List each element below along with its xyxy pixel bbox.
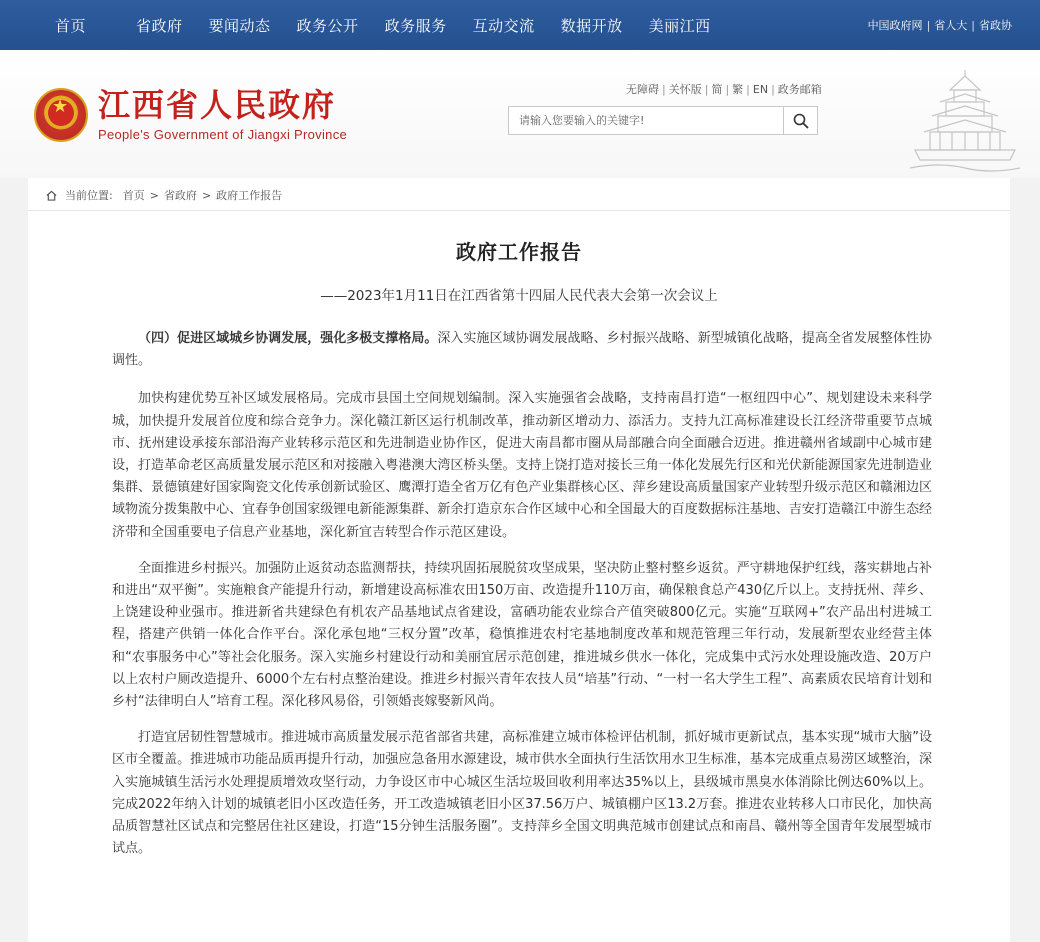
link-china-government[interactable]: 中国政府网	[867, 19, 923, 32]
article-body	[112, 328, 932, 874]
link-provincial-cppcc[interactable]: 省政协	[979, 19, 1012, 32]
paragraph-3: 全面推进乡村振兴。加强防止返贫动态监测帮扶，持续巩固拓展脱贫攻坚成果，坚决防止整村整乡返贫。严守耕地保护红线，落实耕地占补和进出“双平衡”。实施粮食产能提升行动，新增建设高标准农田150万亩、改造提升110万亩，确保粮食总产430亿斤以上。支持抚州、萍乡、上饶建设种业强市。推进新省共建绿色有机农产品基地试点省建设，富硒功能农业综合产值突破800亿元。实施“互联网+”农产品出村进城工程，搭建产供销一体化合作平台。深化承包地“三权分置”改革，稳慎推进农村宅基地制度改革和规范管理三年行动，发展新型农业经营主体和“农事服务中心”等社会化服务。深入实施乡村建设行动和美丽宜居示范创建，推进城乡供水一体化，完成集中式污水处理设施改造、20万户以上农村户厕改造提升、6000个左右村点整治建设。推进乡村振兴青年农技人员“培基”行动、“一村一名大学生工程”、高素质农民培育计划和乡村“法律明白人”培育工程。深化移风易俗，引领婚丧嫁娶新风尚。	[112, 560, 932, 710]
link-care-version[interactable]: 关怀版	[668, 83, 702, 96]
paragraph-2: 加快构建优势互补区域发展格局。完成市县国土空间规划编制。深入实施强省会战略，支持南昌打造“一枢纽四中心”、规划建设未来科学城，加快提升发展首位度和综合竞争力。深化赣江新区运行机制改革，推动新区增动力、添活力。支持九江高标准建设长江经济带重要节点城市、抚州建设承接东部沿海产业转移示范区和先进制造业协作区，促进大南昌都市圈从局部融合向全面融合迈进。推进赣州省域副中心城市建设，打造革命老区高质量发展示范区和对接融入粤港澳大湾区桥头堡。支持上饶打造对接长三角一体化发展先行区和光伏新能源国家先进制造业集群、景德镇建好国家陶瓷文化传承创新试验区、鹰潭打造全省万亿有色产业集群核心区、萍乡建设高质量国家产业转型升级示范区和赣湘边区域物流分拨集散中心、宜春争创国家级锂电新能源集群、新余打造京东合作区域中心和全国最大的百度数据标注基地、吉安打造赣江中游生态经济带和全国重要电子信息产业基地，深化新宜吉转型合作示范区建设。	[112, 391, 932, 540]
separator: |	[746, 82, 750, 96]
main-nav	[0, 0, 727, 50]
link-government-mail[interactable]: 政务邮箱	[777, 83, 822, 96]
paragraph-1-heading: （四）促进区域城乡协调发展，强化多极支撑格局。	[138, 331, 438, 346]
breadcrumb-separator: >	[149, 188, 159, 202]
search-box	[508, 106, 818, 135]
nav-item-open-data[interactable]: 数据开放	[560, 16, 623, 35]
paragraph-1	[112, 328, 932, 372]
link-english[interactable]: EN	[752, 82, 769, 96]
nav-item-news[interactable]: 要闻动态	[208, 16, 271, 35]
home-icon	[46, 190, 57, 201]
nav-item-beautiful-jiangxi[interactable]: 美丽江西	[648, 16, 711, 35]
site-title: 江西省人民政府	[98, 86, 337, 124]
breadcrumb-province-government[interactable]: 省政府	[163, 189, 197, 202]
breadcrumb-separator: >	[201, 188, 212, 202]
breadcrumb-prefix: 当前位置:	[65, 189, 113, 202]
link-provincial-congress[interactable]: 省人大	[934, 19, 968, 32]
site-subtitle: People's Government of Jiangxi Province	[98, 127, 348, 142]
breadcrumb	[46, 187, 282, 203]
separator: |	[971, 18, 975, 32]
link-traditional-chinese[interactable]: 繁	[732, 83, 744, 96]
tengwang-pavilion-illustration	[910, 68, 1020, 178]
breadcrumb-home[interactable]: 首页	[122, 189, 145, 202]
paragraph-4: 打造宜居韧性智慧城市。推进城市高质量发展示范省部省共建，高标准建立城市体检评估机制，抓好城市更新试点，基本实现“城市大脑”设区市全覆盖。推进城市功能品质再提升行动，加强应急备用水源建设，城市供水全面执行生活饮用水卫生标准，基本完成重点易涝区域整治，深入实施城镇生活污水处理提质增效攻坚行动，力争设区市中心城区生活垃圾回收利用率达35%以上，县级城市黑臭水体消除比例达60%以上。完成2022年纳入计划的城镇老旧小区改造任务，开工改造城镇老旧小区37.56万户、城镇棚户区13.2万套。推进农业转移人口市民化，加快高品质智慧社区试点和完整居住社区建设，打造“15分钟生活服务圈”。支持萍乡全国文明典范城市创建试点和南昌、赣州等全国青年发展型城市试点。	[112, 730, 932, 857]
nav-item-government-affairs-disclosure[interactable]: 政务公开	[296, 16, 359, 35]
site-header	[0, 50, 1040, 178]
nav-item-province-government[interactable]: 省政府	[136, 16, 183, 35]
paragraph-1-text: 深入实施区域协调发展战略、乡村振兴战略、新型城镇化战略，提高全省发展整体性协调性。	[112, 331, 932, 369]
breadcrumb-work-report[interactable]: 政府工作报告	[216, 189, 283, 202]
article-container	[28, 178, 1010, 942]
separator: |	[704, 82, 709, 96]
separator: |	[725, 82, 730, 96]
breadcrumb-divider	[28, 210, 1010, 211]
nav-item-government-services[interactable]: 政务服务	[384, 16, 447, 35]
link-accessibility[interactable]: 无障碍	[626, 83, 659, 96]
star-icon: ★	[52, 96, 69, 117]
nav-item-interaction[interactable]: 互动交流	[472, 16, 535, 35]
search-input[interactable]	[509, 107, 783, 134]
separator: |	[926, 18, 931, 32]
utility-links	[626, 81, 822, 97]
search-icon	[793, 113, 809, 129]
article-title: 政府工作报告	[456, 240, 582, 264]
top-external-links	[868, 17, 1012, 33]
national-emblem-icon	[34, 88, 88, 142]
top-navigation-bar	[0, 0, 1040, 50]
article-subtitle: ——2023年1月11日在江西省第十四届人民代表大会第一次会议上	[320, 288, 718, 304]
nav-item-home[interactable]: 首页	[55, 16, 87, 35]
separator: |	[771, 82, 775, 96]
link-simplified-chinese[interactable]: 简	[711, 83, 723, 96]
search-button[interactable]	[783, 107, 817, 134]
separator: |	[662, 82, 666, 96]
